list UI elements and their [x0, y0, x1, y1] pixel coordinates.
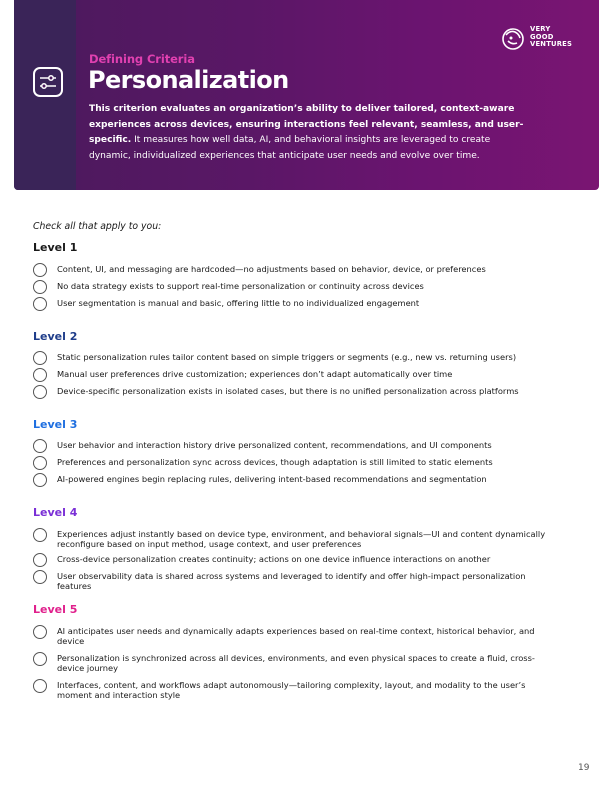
level-1-heading: Level 1: [33, 241, 78, 254]
item-text: Preferences and personalization sync across devices, though adaptation is still limited to static elements: [57, 457, 493, 467]
checkbox[interactable]: [33, 625, 47, 639]
item-text: Content, UI, and messaging are hardcoded—no adjustments based on behavior, device, or preferences: [57, 264, 486, 274]
item-text: User behavior and interaction history drive personalized content, recommendations, and UI components: [57, 440, 492, 450]
description-rest: It measures how well data, AI, and behavioral insights are leveraged to create dynamic, individualized experiences that anticipate user needs and evolve over time.: [89, 135, 491, 161]
page-number: 19: [578, 763, 590, 773]
logo-line-1: VERY: [530, 25, 551, 33]
checkbox[interactable]: [33, 351, 47, 365]
checkbox[interactable]: [33, 297, 47, 311]
level-5-heading: Level 5: [33, 603, 78, 616]
item-text: User segmentation is manual and basic, offering little to no individualized engagement: [57, 298, 420, 308]
item-text: AI anticipates user needs and dynamically adapts experiences based on real-time context, historical behavior, and device: [57, 626, 535, 646]
logo-text: [530, 26, 572, 49]
checkbox[interactable]: [33, 473, 47, 487]
checkbox[interactable]: [33, 263, 47, 277]
checkbox[interactable]: [33, 385, 47, 399]
item-text: No data strategy exists to support real-time personalization or continuity across devices: [57, 281, 424, 291]
checkbox[interactable]: [33, 456, 47, 470]
item-text: Experiences adjust instantly based on device type, environment, and behavioral signals—UI and content dynamically reconfigure based on input method, usage context, and user preferences: [57, 529, 546, 549]
item-text: Device-specific personalization exists in isolated cases, but there is no unified personalization across platforms: [57, 386, 519, 396]
item-text: AI-powered engines begin replacing rules, delivering intent-based recommendations and segmentation: [57, 474, 487, 484]
checkbox[interactable]: [33, 439, 47, 453]
logo-line-3: VENTURES: [530, 40, 573, 48]
criterion-description: [89, 102, 529, 164]
checkbox[interactable]: [33, 368, 47, 382]
page-title: Personalization: [88, 66, 289, 94]
description-bold: This criterion evaluates an organization’s ability to deliver tailored, context-aware experiences across devices, ensuring interactions feel relevant, seamless, and user-specific.: [89, 104, 524, 145]
sliders-icon: [33, 67, 63, 97]
eyebrow-label: Defining Criteria: [89, 52, 195, 66]
item-text: User observability data is shared across systems and leveraged to identify and offer high-impact personalization features: [57, 571, 526, 591]
level-3-heading: Level 3: [33, 418, 78, 431]
level-4-heading: Level 4: [33, 506, 78, 519]
checkbox[interactable]: [33, 553, 47, 567]
item-text: Cross-device personalization creates continuity; actions on one device influence interactions on another: [57, 554, 491, 564]
checklist-intro: Check all that apply to you:: [33, 221, 162, 232]
checkbox[interactable]: [33, 652, 47, 666]
item-text: Personalization is synchronized across all devices, environments, and even physical spaces to create a fluid, cross-device journey: [57, 653, 535, 673]
checkbox[interactable]: [33, 528, 47, 542]
company-logo: [500, 24, 580, 54]
logo-line-2: GOOD: [530, 32, 554, 41]
level-2-heading: Level 2: [33, 330, 78, 343]
checkbox[interactable]: [33, 679, 47, 693]
item-text: Manual user preferences drive customization; experiences don’t adapt automatically over time: [57, 369, 453, 379]
checkbox[interactable]: [33, 570, 47, 584]
item-text: Interfaces, content, and workflows adapt autonomously—tailoring complexity, layout, and modality to the user’s moment and interaction style: [57, 680, 526, 700]
item-text: Static personalization rules tailor content based on simple triggers or segments (e.g., new vs. returning users): [57, 352, 517, 362]
logo-mark-icon: [500, 26, 526, 52]
checkbox[interactable]: [33, 280, 47, 294]
